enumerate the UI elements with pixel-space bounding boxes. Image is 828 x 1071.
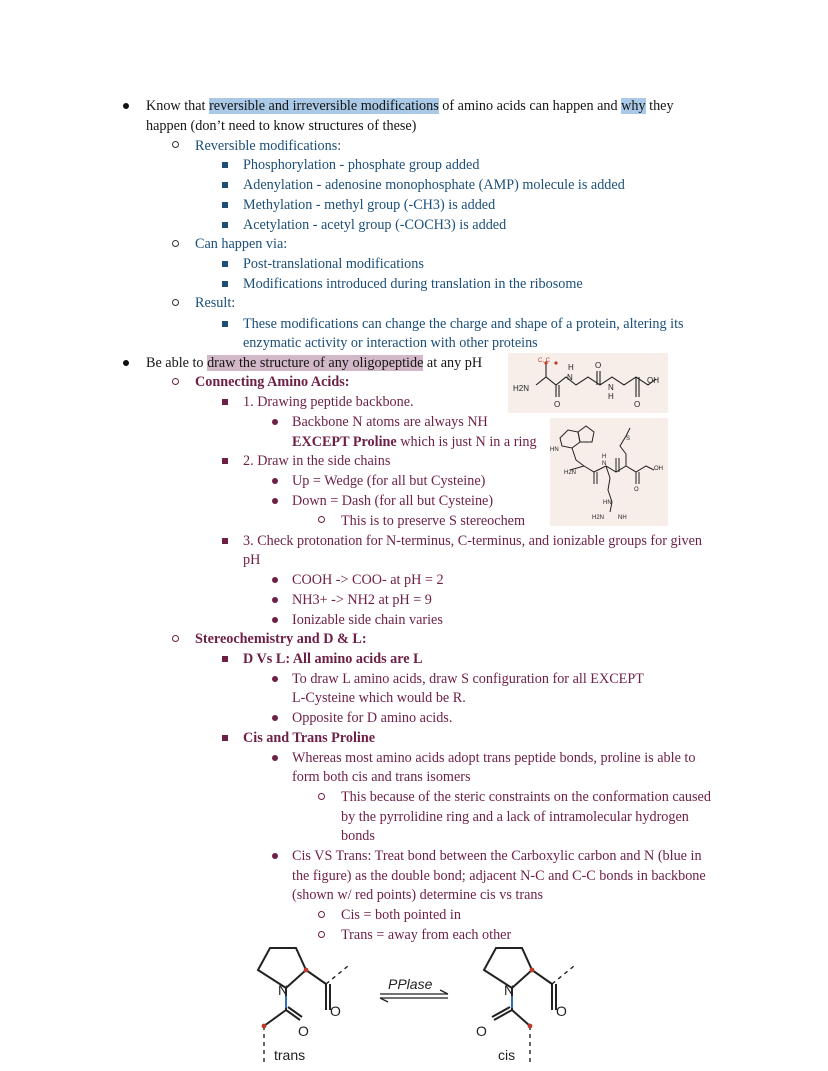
peptide-structure (550, 418, 670, 528)
step3-line2: pH (243, 552, 261, 568)
step1: 1. Drawing peptide backbone. (243, 394, 414, 410)
text: at any pH (423, 355, 483, 371)
n-label: N (278, 982, 289, 998)
list-item: Phosphorylation - phosphate group added (243, 157, 480, 173)
text: EXCEPT Proline (292, 434, 397, 450)
oh-label: OH (654, 466, 663, 472)
step3-item: COOH -> COO- at pH = 2 (292, 572, 444, 588)
bullet (222, 321, 228, 327)
step2-sub1: Up = Wedge (for all but Cysteine) (292, 473, 486, 489)
bullet (172, 141, 179, 148)
dvsl-item1: To draw L amino acids, draw S configuration for all EXCEPT (292, 671, 644, 687)
ct-sub1: This because of the steric constraints on the conformation caused (341, 789, 711, 805)
text: which is just N in a ring (396, 434, 537, 450)
reversible-heading: Reversible modifications: (195, 138, 342, 154)
bullet (222, 182, 228, 188)
bullet (222, 458, 228, 464)
step3-item: NH3+ -> NH2 at pH = 9 (292, 592, 432, 608)
bullet (272, 755, 278, 761)
bullet (123, 360, 129, 366)
can-happen-heading: Can happen via: (195, 236, 288, 252)
ct-sub1-line2: by the pyrrolidine ring and a lack of intramolecular hydrogen (341, 809, 689, 825)
highlight-reversible: reversible and irreversible modifications (209, 98, 439, 114)
h-label: H (568, 363, 574, 372)
list-item: Acetylation - acetyl group (-COCH3) is added (243, 217, 507, 233)
bullet (272, 715, 278, 721)
ct-sub1-line3: bonds (341, 828, 375, 844)
bullet (123, 103, 129, 109)
bullet (172, 635, 179, 642)
bullet (222, 281, 228, 287)
bullet (318, 911, 325, 918)
section1-intro-line2: happen (don’t need to know structures of these) (146, 118, 417, 134)
step3: 3. Check protonation for N-terminus, C-terminus, and ionizable groups for given (243, 533, 703, 549)
section1-intro (146, 96, 674, 116)
o-label: O (298, 1023, 309, 1039)
ct-item1-line2: form both cis and trans isomers (292, 769, 471, 785)
pplase-label: PPlase (388, 976, 433, 992)
bullet (222, 399, 228, 405)
n-label: N (602, 461, 607, 467)
step2: 2. Draw in the side chains (243, 453, 391, 469)
bullet (222, 261, 228, 267)
bullet (172, 378, 179, 385)
result-heading: Result: (195, 295, 236, 311)
cc-label: C, C (538, 358, 550, 364)
list-item: Post-translational modifications (243, 256, 424, 272)
cis-label: cis (498, 1047, 516, 1063)
n-label: N (504, 982, 515, 998)
list-item: Adenylation - adenosine monophosphate (AMP) molecule is added (243, 177, 625, 193)
o-label: O (595, 361, 602, 370)
bullet (272, 597, 278, 603)
list-item: Methylation - methyl group (-CH3) is added (243, 197, 496, 213)
text: of amino acids can happen and (438, 98, 622, 114)
stereo-heading: Stereochemistry and D & L: (195, 631, 367, 647)
ct-cis: Cis = both pointed in (341, 907, 461, 923)
s-label: S (626, 436, 631, 442)
bullet (172, 299, 179, 306)
step2-sub3: This is to preserve S stereochem (341, 513, 525, 529)
bullet (222, 735, 228, 741)
bullet (272, 577, 278, 583)
ct-item1: Whereas most amino acids adopt trans peptide bonds, proline is able to (292, 750, 696, 766)
bullet (318, 793, 325, 800)
step1-sub2 (292, 432, 537, 452)
bullet (222, 656, 228, 662)
bullet (272, 498, 278, 504)
ct-item2-line3: (shown w/ red points) determine cis vs trans (292, 887, 543, 903)
o-label: O (476, 1023, 487, 1039)
oh-label: OH (647, 376, 659, 385)
ct-trans: Trans = away from each other (341, 927, 512, 943)
cistrans-heading: Cis and Trans Proline (243, 730, 376, 746)
hn-label: HN (550, 447, 559, 453)
bullet (318, 516, 325, 523)
trans-label: trans (274, 1047, 306, 1063)
bullet (272, 676, 278, 682)
tripeptide-structure (508, 353, 670, 413)
dvsl-item1-line2: L-Cysteine which would be R. (292, 690, 466, 706)
text: they (645, 98, 674, 114)
h2n-label: H2N (513, 384, 530, 393)
bullet (222, 162, 228, 168)
o-label: O (556, 1003, 567, 1019)
section2-intro (146, 353, 482, 373)
dvsl-item2: Opposite for D amino acids. (292, 710, 453, 726)
nh-label: NH (618, 515, 627, 521)
step1-sub1: Backbone N atoms are always NH (292, 414, 488, 430)
o-label: O (330, 1003, 341, 1019)
bullet (272, 617, 278, 623)
list-item: Modifications introduced during translation in the ribosome (243, 276, 583, 292)
step2-sub2: Down = Dash (for all but Cysteine) (292, 493, 494, 509)
result-text-line2: enzymatic activity or interaction with other proteins (243, 335, 538, 351)
bullet (272, 853, 278, 859)
n-label: N (567, 373, 573, 382)
hn-label: HN (603, 500, 612, 506)
dvsl-heading: D Vs L: All amino acids are L (243, 651, 423, 667)
ct-item2: Cis VS Trans: Treat bond between the Carboxylic carbon and N (blue in (292, 848, 702, 864)
highlight-draw: draw the structure of any oligopeptide (207, 355, 424, 371)
bullet (318, 931, 325, 938)
o-label: O (634, 487, 639, 493)
step3-item: Ionizable side chain varies (292, 612, 443, 628)
h-label: H (602, 454, 607, 460)
text: Know that (146, 98, 210, 114)
h2n-label: H2N (592, 515, 605, 521)
h2n-label: H2N (564, 470, 577, 476)
highlight-why: why (621, 98, 646, 114)
text: Be able to (146, 355, 208, 371)
result-text: These modifications can change the charge and shape of a protein, altering its (243, 316, 684, 332)
bullet (272, 478, 278, 484)
proline-isomer-figure (240, 940, 600, 1068)
o-label: O (554, 400, 561, 409)
ct-item2-line2: the figure) as the double bond; adjacent N-C and C-C bonds in backbone (292, 868, 706, 884)
connecting-heading: Connecting Amino Acids: (195, 374, 350, 390)
bullet (222, 538, 228, 544)
o-label: O (634, 400, 641, 409)
bullet (172, 240, 179, 247)
bullet (272, 419, 278, 425)
bullet (222, 222, 228, 228)
n-label: N (608, 383, 614, 392)
h-label: H (608, 392, 614, 401)
bullet (222, 202, 228, 208)
